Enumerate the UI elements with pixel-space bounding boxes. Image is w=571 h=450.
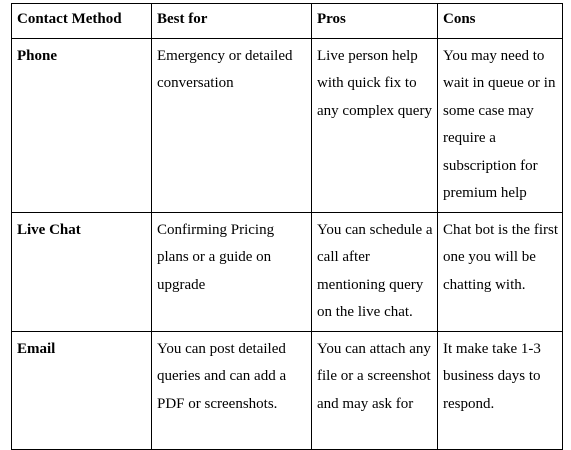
- cell-cons: It make take 1-3 business days to respond.: [438, 331, 563, 449]
- header-cons: Cons: [438, 4, 563, 39]
- cell-best-for: Confirming Pricing plans or a guide on upgrade: [152, 212, 312, 331]
- cell-method: Email: [12, 331, 152, 449]
- cell-best-for: Emergency or detailed conversation: [152, 38, 312, 212]
- table-row: [12, 331, 563, 449]
- cell-method: Phone: [12, 38, 152, 212]
- table-body: [12, 38, 563, 449]
- header-row: [12, 4, 563, 39]
- cell-cons: You may need to wait in queue or in some case may require a subscription for premium help: [438, 38, 563, 212]
- header-best-for: Best for: [152, 4, 312, 39]
- header-pros: Pros: [312, 4, 438, 39]
- cell-best-for: You can post detailed queries and can add a PDF or screenshots.: [152, 331, 312, 449]
- header-contact-method: Contact Method: [12, 4, 152, 39]
- cell-pros: You can attach any file or a screenshot and may ask for: [312, 331, 438, 449]
- cell-pros: You can schedule a call after mentioning query on the live chat.: [312, 212, 438, 331]
- table-header: [12, 4, 563, 39]
- cell-cons: Chat bot is the first one you will be chatting with.: [438, 212, 563, 331]
- cell-method: Live Chat: [12, 212, 152, 331]
- cell-pros: Live person help with quick fix to any complex query: [312, 38, 438, 212]
- table-row: [12, 38, 563, 212]
- table-row: [12, 212, 563, 331]
- contact-methods-table: [11, 3, 563, 450]
